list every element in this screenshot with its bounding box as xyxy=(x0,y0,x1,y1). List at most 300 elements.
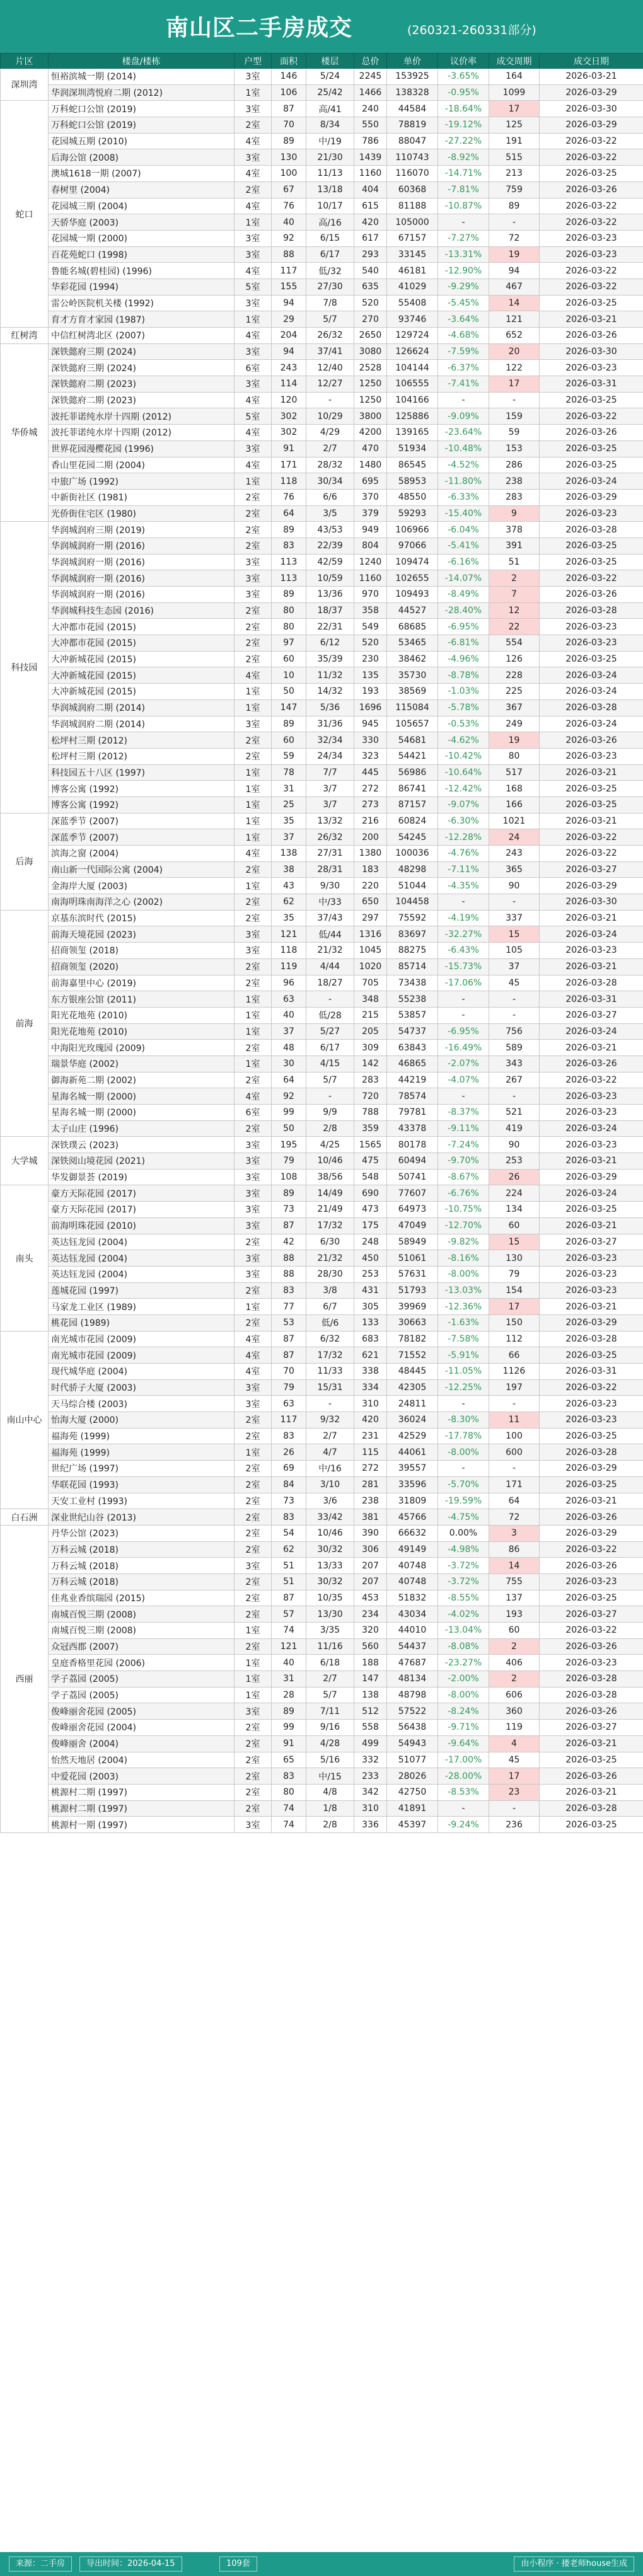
bargain-rate-cell: -4.07% xyxy=(438,1072,489,1088)
table-row xyxy=(1,991,643,1008)
total-price-cell: 293 xyxy=(354,246,387,263)
total-price-cell: 379 xyxy=(354,505,387,522)
deal-date-cell: 2026-03-26 xyxy=(540,1509,643,1526)
deal-date-cell: 2026-03-23 xyxy=(540,1412,643,1429)
area-cell: 94 xyxy=(272,343,306,360)
total-price-cell: 473 xyxy=(354,1202,387,1218)
deal-date-cell: 2026-03-30 xyxy=(540,894,643,911)
area-cell: 77 xyxy=(272,1299,306,1315)
total-price-cell: 188 xyxy=(354,1655,387,1671)
total-price-cell: 970 xyxy=(354,587,387,603)
table-row xyxy=(1,473,643,490)
unit-price-cell: 63843 xyxy=(387,1040,438,1056)
unit-price-cell: 44527 xyxy=(387,602,438,619)
total-price-cell: 238 xyxy=(354,1493,387,1509)
layout-cell: 2室 xyxy=(235,1800,272,1817)
deal-date-cell: 2026-03-26 xyxy=(540,1638,643,1655)
bargain-rate-cell: -8.08% xyxy=(438,1638,489,1655)
estate-name-cell: 雷公岭医院机关楼 (1992) xyxy=(49,295,235,311)
table-row xyxy=(1,1687,643,1703)
total-price-cell: 949 xyxy=(354,522,387,538)
layout-cell: 2室 xyxy=(235,1541,272,1558)
area-cell: 171 xyxy=(272,457,306,473)
area-cell: 88 xyxy=(272,246,306,263)
deal-cycle-cell: 17 xyxy=(489,376,540,393)
deal-date-cell: 2026-03-23 xyxy=(540,943,643,959)
area-cell: 99 xyxy=(272,1105,306,1121)
floor-cell: 9/16 xyxy=(306,1720,354,1736)
district-cell: 华侨城 xyxy=(1,343,49,522)
total-price-cell: 621 xyxy=(354,1347,387,1364)
bargain-rate-cell: -4.19% xyxy=(438,910,489,926)
unit-price-cell: 75592 xyxy=(387,910,438,926)
bargain-rate-cell: -4.75% xyxy=(438,1509,489,1526)
unit-price-cell: 31809 xyxy=(387,1493,438,1509)
total-price-cell: 635 xyxy=(354,279,387,295)
area-cell: 25 xyxy=(272,796,306,813)
table-row xyxy=(1,635,643,652)
total-price-cell: 1380 xyxy=(354,846,387,862)
deal-cycle-cell: 755 xyxy=(489,1573,540,1590)
deal-cycle-cell: 121 xyxy=(489,311,540,328)
table-row xyxy=(1,505,643,522)
table-row xyxy=(1,1768,643,1785)
estate-name-cell: 春树里 (2004) xyxy=(49,181,235,198)
estate-name-cell: 前海天境花园 (2023) xyxy=(49,926,235,943)
floor-cell: 37/43 xyxy=(306,910,354,926)
total-price-cell: 305 xyxy=(354,1299,387,1315)
estate-name-cell: 怡海大厦 (2000) xyxy=(49,1412,235,1429)
table-row xyxy=(1,1120,643,1137)
table-row xyxy=(1,1606,643,1623)
total-price-cell: 1250 xyxy=(354,392,387,408)
deal-cycle-cell: 360 xyxy=(489,1703,540,1720)
deal-cycle-cell: 238 xyxy=(489,473,540,490)
layout-cell: 3室 xyxy=(235,343,272,360)
layout-cell: 2室 xyxy=(235,181,272,198)
area-cell: 99 xyxy=(272,1720,306,1736)
deal-cycle-cell: 14 xyxy=(489,295,540,311)
bargain-rate-cell: -9.82% xyxy=(438,1234,489,1250)
estate-name-cell: 深铁璞云 (2023) xyxy=(49,1137,235,1153)
area-cell: 84 xyxy=(272,1476,306,1493)
deal-cycle-cell: 159 xyxy=(489,408,540,425)
area-cell: 117 xyxy=(272,1412,306,1429)
layout-cell: 1室 xyxy=(235,878,272,894)
layout-cell: 1室 xyxy=(235,1655,272,1671)
table-row xyxy=(1,440,643,457)
total-price-cell: 615 xyxy=(354,198,387,214)
unit-price-cell: 60368 xyxy=(387,181,438,198)
floor-cell: 3/5 xyxy=(306,505,354,522)
unit-price-cell: 28026 xyxy=(387,1768,438,1785)
unit-price-cell: 44584 xyxy=(387,101,438,117)
table-row xyxy=(1,1671,643,1688)
deal-date-cell: 2026-03-24 xyxy=(540,684,643,700)
bargain-rate-cell: -8.55% xyxy=(438,1590,489,1606)
unit-price-cell: 58949 xyxy=(387,1234,438,1250)
area-cell: 147 xyxy=(272,699,306,716)
layout-cell: 2室 xyxy=(235,1525,272,1541)
unit-price-cell: 153925 xyxy=(387,69,438,85)
table-row xyxy=(1,1525,643,1541)
table-row xyxy=(1,69,643,85)
estate-name-cell: 波托菲诺纯水岸十四期 (2012) xyxy=(49,408,235,425)
floor-cell: 32/34 xyxy=(306,732,354,749)
total-price-cell: 548 xyxy=(354,1169,387,1185)
area-cell: 88 xyxy=(272,1250,306,1267)
layout-cell: 1室 xyxy=(235,1023,272,1040)
unit-price-cell: 78182 xyxy=(387,1331,438,1347)
floor-cell: 21/49 xyxy=(306,1202,354,1218)
bargain-rate-cell: 0.00% xyxy=(438,1525,489,1541)
layout-cell: 2室 xyxy=(235,910,272,926)
table-row xyxy=(1,408,643,425)
floor-cell: 6/30 xyxy=(306,1234,354,1250)
area-cell: 302 xyxy=(272,408,306,425)
bargain-rate-cell: -27.22% xyxy=(438,133,489,149)
deal-date-cell: 2026-03-26 xyxy=(540,1768,643,1785)
column-header: 议价率 xyxy=(438,54,489,69)
layout-cell: 3室 xyxy=(235,295,272,311)
total-price-cell: 1160 xyxy=(354,570,387,587)
area-cell: 63 xyxy=(272,991,306,1008)
floor-cell: 5/36 xyxy=(306,699,354,716)
total-price-cell: 804 xyxy=(354,538,387,554)
table-row xyxy=(1,1347,643,1364)
area-cell: 48 xyxy=(272,1040,306,1056)
table-row xyxy=(1,975,643,991)
estate-name-cell: 学子荔园 (2005) xyxy=(49,1687,235,1703)
layout-cell: 3室 xyxy=(235,1817,272,1833)
deal-cycle-cell: 122 xyxy=(489,360,540,376)
table-row xyxy=(1,943,643,959)
bargain-rate-cell: -13.04% xyxy=(438,1623,489,1639)
estate-name-cell: 恒裕滨城一期 (2014) xyxy=(49,69,235,85)
area-cell: 89 xyxy=(272,1185,306,1202)
deal-date-cell: 2026-03-25 xyxy=(540,781,643,797)
unit-price-cell: 45766 xyxy=(387,1509,438,1526)
area-cell: 60 xyxy=(272,651,306,667)
table-row xyxy=(1,667,643,684)
table-row xyxy=(1,1784,643,1800)
total-price-cell: 1045 xyxy=(354,943,387,959)
unit-price-cell: 80178 xyxy=(387,1137,438,1153)
area-cell: 37 xyxy=(272,829,306,846)
floor-cell: 4/29 xyxy=(306,425,354,441)
total-price-cell: 520 xyxy=(354,295,387,311)
deal-cycle-cell: 64 xyxy=(489,1493,540,1509)
estate-name-cell: 大冲都市花园 (2015) xyxy=(49,635,235,652)
table-header xyxy=(1,54,643,69)
total-price-cell: 2245 xyxy=(354,69,387,85)
area-cell: 302 xyxy=(272,425,306,441)
deal-date-cell: 2026-03-21 xyxy=(540,1299,643,1315)
bargain-rate-cell: -8.24% xyxy=(438,1703,489,1720)
column-header: 总价 xyxy=(354,54,387,69)
estate-name-cell: 天骄华庭 (2003) xyxy=(49,214,235,231)
table-row xyxy=(1,1476,643,1493)
layout-cell: 1室 xyxy=(235,781,272,797)
deal-date-cell: 2026-03-23 xyxy=(540,1105,643,1121)
layout-cell: 4室 xyxy=(235,328,272,344)
deal-cycle-cell: 267 xyxy=(489,1072,540,1088)
deal-date-cell: 2026-03-26 xyxy=(540,587,643,603)
floor-cell: 3/10 xyxy=(306,1476,354,1493)
floor-cell: 低/6 xyxy=(306,1314,354,1331)
deal-date-cell: 2026-03-21 xyxy=(540,1153,643,1170)
layout-cell: 3室 xyxy=(235,587,272,603)
total-price-cell: 1696 xyxy=(354,699,387,716)
area-cell: 30 xyxy=(272,1055,306,1072)
table-row xyxy=(1,796,643,813)
estate-name-cell: 桃源村一期 (1997) xyxy=(49,1817,235,1833)
layout-cell: 4室 xyxy=(235,1088,272,1105)
layout-cell: 2室 xyxy=(235,1573,272,1590)
layout-cell: 4室 xyxy=(235,133,272,149)
deal-cycle-cell: 283 xyxy=(489,489,540,505)
table-row xyxy=(1,1444,643,1461)
estate-name-cell: 华润城润府三期 (2019) xyxy=(49,522,235,538)
bargain-rate-cell: -4.98% xyxy=(438,1541,489,1558)
layout-cell: 2室 xyxy=(235,522,272,538)
table-row xyxy=(1,522,643,538)
deal-cycle-cell: 4 xyxy=(489,1735,540,1752)
total-price-cell: 283 xyxy=(354,1072,387,1088)
estate-name-cell: 前海明珠花园 (2010) xyxy=(49,1217,235,1234)
table-row xyxy=(1,1720,643,1736)
total-price-cell: 323 xyxy=(354,748,387,764)
bargain-rate-cell: -8.78% xyxy=(438,667,489,684)
estate-name-cell: 桃源村二期 (1997) xyxy=(49,1800,235,1817)
unit-price-cell: 104144 xyxy=(387,360,438,376)
deal-cycle-cell: 168 xyxy=(489,781,540,797)
table-row xyxy=(1,1202,643,1218)
deal-cycle-cell: 600 xyxy=(489,1444,540,1461)
area-cell: 89 xyxy=(272,522,306,538)
area-cell: 113 xyxy=(272,554,306,570)
deal-date-cell: 2026-03-21 xyxy=(540,1493,643,1509)
deal-cycle-cell: 86 xyxy=(489,1541,540,1558)
total-price-cell: 617 xyxy=(354,230,387,246)
floor-cell: 30/32 xyxy=(306,1573,354,1590)
deal-date-cell: 2026-03-23 xyxy=(540,748,643,764)
estate-name-cell: 御海新苑二期 (2002) xyxy=(49,1072,235,1088)
floor-cell: 中/19 xyxy=(306,133,354,149)
area-cell: 89 xyxy=(272,133,306,149)
total-price-cell: 445 xyxy=(354,764,387,781)
layout-cell: 4室 xyxy=(235,1331,272,1347)
bargain-rate-cell: -8.67% xyxy=(438,1169,489,1185)
bargain-rate-cell: -10.87% xyxy=(438,198,489,214)
floor-cell: 低/28 xyxy=(306,1007,354,1023)
bargain-rate-cell: -8.00% xyxy=(438,1266,489,1282)
area-cell: 10 xyxy=(272,667,306,684)
deal-date-cell: 2026-03-22 xyxy=(540,1541,643,1558)
total-price-cell: 1020 xyxy=(354,958,387,975)
unit-price-cell: 110743 xyxy=(387,149,438,166)
layout-cell: 3室 xyxy=(235,149,272,166)
estate-name-cell: 华联花园 (1993) xyxy=(49,1476,235,1493)
district-cell: 深圳湾 xyxy=(1,69,49,101)
deal-cycle-cell: 166 xyxy=(489,796,540,813)
floor-cell: 11/32 xyxy=(306,667,354,684)
layout-cell: 3室 xyxy=(235,101,272,117)
deal-date-cell: 2026-03-28 xyxy=(540,602,643,619)
estate-name-cell: 百花苑蛇口 (1998) xyxy=(49,246,235,263)
estate-name-cell: 英达钰龙园 (2004) xyxy=(49,1250,235,1267)
estate-name-cell: 华彩花园 (1994) xyxy=(49,279,235,295)
bargain-rate-cell: -6.81% xyxy=(438,635,489,652)
total-price-cell: 2528 xyxy=(354,360,387,376)
layout-cell: 5室 xyxy=(235,279,272,295)
floor-cell: 5/7 xyxy=(306,1687,354,1703)
floor-cell: 中/16 xyxy=(306,1461,354,1477)
layout-cell: 2室 xyxy=(235,1476,272,1493)
layout-cell: 2室 xyxy=(235,1720,272,1736)
layout-cell: 2室 xyxy=(235,1072,272,1088)
layout-cell: 1室 xyxy=(235,764,272,781)
bargain-rate-cell: -8.00% xyxy=(438,1444,489,1461)
total-price-cell: 342 xyxy=(354,1784,387,1800)
bargain-rate-cell: -12.42% xyxy=(438,781,489,797)
table-row xyxy=(1,101,643,117)
table-row xyxy=(1,602,643,619)
column-header: 成交周期 xyxy=(489,54,540,69)
district-cell: 白石洲 xyxy=(1,1509,49,1526)
deal-date-cell: 2026-03-21 xyxy=(540,813,643,829)
floor-cell: 3/35 xyxy=(306,1623,354,1639)
deal-cycle-cell: 2 xyxy=(489,1671,540,1688)
area-cell: 195 xyxy=(272,1137,306,1153)
deal-cycle-cell: 652 xyxy=(489,328,540,344)
total-price-cell: 450 xyxy=(354,1250,387,1267)
deal-date-cell: 2026-03-23 xyxy=(540,360,643,376)
estate-name-cell: 华润城科技生态园 (2016) xyxy=(49,602,235,619)
table-row xyxy=(1,1558,643,1574)
total-price-cell: 1480 xyxy=(354,457,387,473)
unit-price-cell: 109474 xyxy=(387,554,438,570)
layout-cell: 1室 xyxy=(235,699,272,716)
table-row xyxy=(1,1623,643,1639)
total-price-cell: 248 xyxy=(354,1234,387,1250)
table-row xyxy=(1,457,643,473)
floor-cell: 3/7 xyxy=(306,796,354,813)
deal-date-cell: 2026-03-25 xyxy=(540,457,643,473)
floor-cell: 5/16 xyxy=(306,1752,354,1768)
estate-name-cell: 福海苑 (1999) xyxy=(49,1444,235,1461)
area-cell: 83 xyxy=(272,1282,306,1299)
area-cell: 97 xyxy=(272,635,306,652)
deal-date-cell: 2026-03-26 xyxy=(540,425,643,441)
unit-price-cell: 53465 xyxy=(387,635,438,652)
estate-name-cell: 大冲新城花园 (2015) xyxy=(49,667,235,684)
bargain-rate-cell: -0.53% xyxy=(438,716,489,732)
unit-price-cell: 106555 xyxy=(387,376,438,393)
bargain-rate-cell: -12.28% xyxy=(438,829,489,846)
estate-name-cell: 深业世纪山谷 (2013) xyxy=(49,1509,235,1526)
floor-cell: 21/32 xyxy=(306,943,354,959)
estate-name-cell: 松坪村三期 (2012) xyxy=(49,732,235,749)
floor-cell: 6/6 xyxy=(306,489,354,505)
unit-price-cell: 88047 xyxy=(387,133,438,149)
total-price-cell: 320 xyxy=(354,1623,387,1639)
area-cell: 59 xyxy=(272,748,306,764)
deal-cycle-cell: 2 xyxy=(489,1638,540,1655)
area-cell: 130 xyxy=(272,149,306,166)
floor-cell: 7/11 xyxy=(306,1703,354,1720)
floor-cell: 9/9 xyxy=(306,1105,354,1121)
deal-date-cell: 2026-03-26 xyxy=(540,1703,643,1720)
deal-cycle-cell: 521 xyxy=(489,1105,540,1121)
table-row xyxy=(1,376,643,393)
bargain-rate-cell: -3.72% xyxy=(438,1558,489,1574)
table-row xyxy=(1,1282,643,1299)
floor-cell: - xyxy=(306,392,354,408)
bargain-rate-cell: -10.48% xyxy=(438,440,489,457)
column-header: 楼盘/楼栋 xyxy=(49,54,235,69)
table-row xyxy=(1,1541,643,1558)
deal-cycle-cell: 11 xyxy=(489,1412,540,1429)
layout-cell: 1室 xyxy=(235,473,272,490)
layout-cell: 6室 xyxy=(235,360,272,376)
deal-cycle-cell: 515 xyxy=(489,149,540,166)
deal-date-cell: 2026-03-31 xyxy=(540,991,643,1008)
table-row xyxy=(1,910,643,926)
area-cell: 29 xyxy=(272,311,306,328)
layout-cell: 2室 xyxy=(235,1735,272,1752)
layout-cell: 1室 xyxy=(235,1299,272,1315)
estate-name-cell: 澳城1618一期 (2007) xyxy=(49,166,235,182)
table-row xyxy=(1,1735,643,1752)
deal-date-cell: 2026-03-26 xyxy=(540,1558,643,1574)
floor-cell: 31/36 xyxy=(306,716,354,732)
floor-cell: 17/32 xyxy=(306,1347,354,1364)
floor-cell: 6/17 xyxy=(306,246,354,263)
deal-date-cell: 2026-03-25 xyxy=(540,166,643,182)
table-row xyxy=(1,1817,643,1833)
total-price-cell: 695 xyxy=(354,473,387,490)
total-price-cell: 205 xyxy=(354,1023,387,1040)
deal-cycle-cell: 17 xyxy=(489,101,540,117)
estate-name-cell: 香山里花园二期 (2004) xyxy=(49,457,235,473)
layout-cell: 1室 xyxy=(235,1671,272,1688)
total-price-cell: 115 xyxy=(354,1444,387,1461)
deal-cycle-cell: 150 xyxy=(489,1314,540,1331)
deal-cycle-cell: 79 xyxy=(489,1266,540,1282)
layout-cell: 2室 xyxy=(235,894,272,911)
table-row xyxy=(1,181,643,198)
unit-price-cell: 87157 xyxy=(387,796,438,813)
area-cell: 69 xyxy=(272,1461,306,1477)
unit-price-cell: 102655 xyxy=(387,570,438,587)
area-cell: 76 xyxy=(272,489,306,505)
bargain-rate-cell: -5.78% xyxy=(438,699,489,716)
deal-date-cell: 2026-03-22 xyxy=(540,570,643,587)
bargain-rate-cell: -6.37% xyxy=(438,360,489,376)
table-row xyxy=(1,1493,643,1509)
area-cell: 91 xyxy=(272,440,306,457)
area-cell: 50 xyxy=(272,1120,306,1137)
deal-cycle-cell: 213 xyxy=(489,166,540,182)
estate-name-cell: 佳兆业香缤瑞园 (2015) xyxy=(49,1590,235,1606)
total-price-cell: 705 xyxy=(354,975,387,991)
area-cell: 35 xyxy=(272,813,306,829)
table-row xyxy=(1,1428,643,1444)
deal-date-cell: 2026-03-22 xyxy=(540,214,643,231)
total-price-cell: 475 xyxy=(354,1153,387,1170)
deal-cycle-cell: 51 xyxy=(489,554,540,570)
